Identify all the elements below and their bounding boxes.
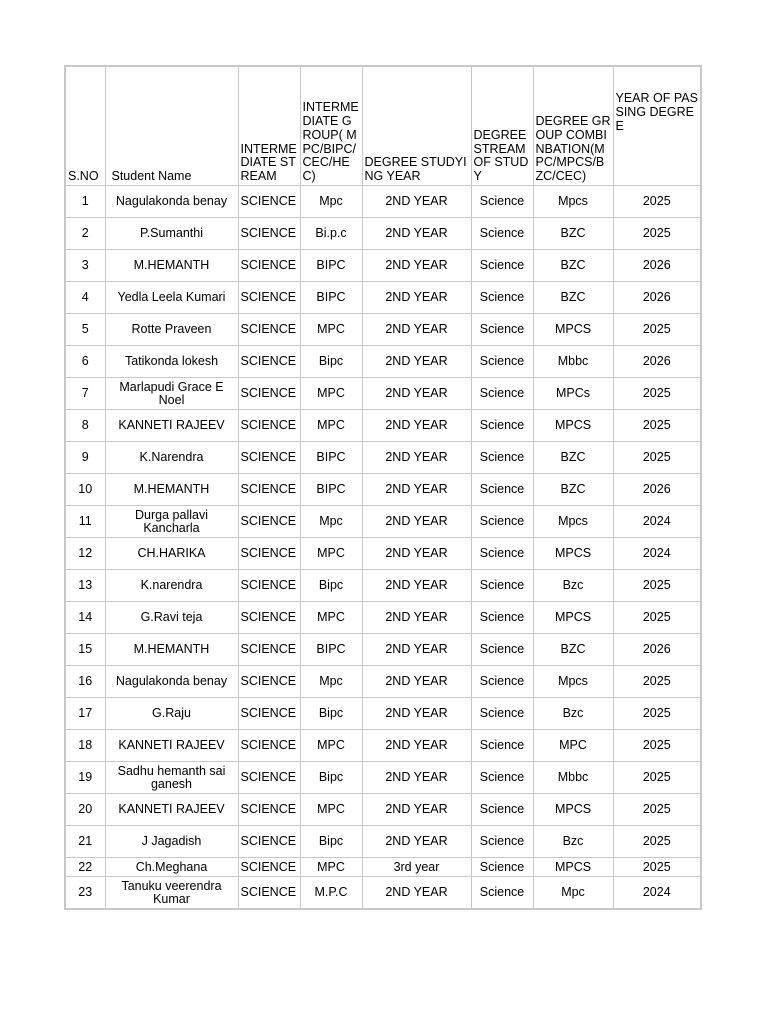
student-name-cell: K.narendra xyxy=(105,570,238,602)
degree-year-cell: 2ND YEAR xyxy=(362,826,471,858)
degree-year-cell: 2ND YEAR xyxy=(362,346,471,378)
degree-year-cell: 2ND YEAR xyxy=(362,634,471,666)
student-name-cell: J Jagadish xyxy=(105,826,238,858)
intermediate-stream-cell: SCIENCE xyxy=(238,250,300,282)
sno-cell: 18 xyxy=(65,730,105,762)
degree-year-cell: 2ND YEAR xyxy=(362,538,471,570)
intermediate-stream-cell: SCIENCE xyxy=(238,474,300,506)
degree-stream-cell: Science xyxy=(471,474,533,506)
table-row xyxy=(65,794,701,826)
passing-year-cell: 2026 xyxy=(613,346,701,378)
degree-stream-cell: Science xyxy=(471,877,533,910)
sno-cell: 16 xyxy=(65,666,105,698)
table-body xyxy=(65,186,701,910)
student-name-cell: Sadhu hemanth sai ganesh xyxy=(105,762,238,794)
intermediate-stream-cell: SCIENCE xyxy=(238,538,300,570)
table-row xyxy=(65,378,701,410)
degree-group-cell: MPCS xyxy=(533,538,613,570)
degree-group-cell: BZC xyxy=(533,442,613,474)
document-page xyxy=(64,65,702,910)
student-name-cell: Marlapudi Grace E Noel xyxy=(105,378,238,410)
table-row xyxy=(65,634,701,666)
degree-group-cell: MPCS xyxy=(533,602,613,634)
degree-year-cell: 2ND YEAR xyxy=(362,877,471,910)
intermediate-group-cell: Bipc xyxy=(300,762,362,794)
passing-year-cell: 2025 xyxy=(613,698,701,730)
passing-year-cell: 2025 xyxy=(613,858,701,877)
table-row xyxy=(65,538,701,570)
intermediate-stream-cell: SCIENCE xyxy=(238,570,300,602)
intermediate-stream-cell: SCIENCE xyxy=(238,282,300,314)
table-row xyxy=(65,570,701,602)
degree-stream-cell: Science xyxy=(471,538,533,570)
student-name-cell: Nagulakonda benay xyxy=(105,666,238,698)
intermediate-stream-cell: SCIENCE xyxy=(238,666,300,698)
degree-stream-cell: Science xyxy=(471,218,533,250)
intermediate-stream-cell: SCIENCE xyxy=(238,442,300,474)
table-row xyxy=(65,314,701,346)
header-degree-group: DEGREE GROUP COMBINBATION(MPC/MPCS/BZC/CEC) xyxy=(533,66,613,186)
passing-year-cell: 2025 xyxy=(613,378,701,410)
degree-group-cell: Mpcs xyxy=(533,506,613,538)
intermediate-stream-cell: SCIENCE xyxy=(238,858,300,877)
degree-stream-cell: Science xyxy=(471,410,533,442)
passing-year-cell: 2025 xyxy=(613,730,701,762)
student-name-cell: M.HEMANTH xyxy=(105,474,238,506)
degree-year-cell: 2ND YEAR xyxy=(362,410,471,442)
table-row xyxy=(65,442,701,474)
table-row xyxy=(65,282,701,314)
intermediate-stream-cell: SCIENCE xyxy=(238,218,300,250)
header-student-name: Student Name xyxy=(105,66,238,186)
sno-cell: 22 xyxy=(65,858,105,877)
sno-cell: 19 xyxy=(65,762,105,794)
sno-cell: 2 xyxy=(65,218,105,250)
sno-cell: 11 xyxy=(65,506,105,538)
table-row xyxy=(65,346,701,378)
intermediate-group-cell: Bipc xyxy=(300,826,362,858)
passing-year-cell: 2025 xyxy=(613,570,701,602)
sno-cell: 4 xyxy=(65,282,105,314)
sno-cell: 17 xyxy=(65,698,105,730)
intermediate-group-cell: BIPC xyxy=(300,250,362,282)
intermediate-group-cell: MPC xyxy=(300,602,362,634)
student-name-cell: G.Raju xyxy=(105,698,238,730)
header-sno: S.NO xyxy=(65,66,105,186)
intermediate-group-cell: BIPC xyxy=(300,474,362,506)
sno-cell: 15 xyxy=(65,634,105,666)
degree-stream-cell: Science xyxy=(471,378,533,410)
intermediate-group-cell: BIPC xyxy=(300,442,362,474)
header-intermediate-group: INTERMEDIATE GROUP( MPC/BIPC/CEC/HEC) xyxy=(300,66,362,186)
student-name-cell: Tanuku veerendra Kumar xyxy=(105,877,238,910)
passing-year-cell: 2025 xyxy=(613,314,701,346)
intermediate-stream-cell: SCIENCE xyxy=(238,378,300,410)
student-name-cell: P.Sumanthi xyxy=(105,218,238,250)
table-row xyxy=(65,877,701,910)
intermediate-stream-cell: SCIENCE xyxy=(238,794,300,826)
intermediate-group-cell: BIPC xyxy=(300,282,362,314)
degree-year-cell: 2ND YEAR xyxy=(362,442,471,474)
degree-group-cell: Mbbc xyxy=(533,762,613,794)
degree-year-cell: 2ND YEAR xyxy=(362,378,471,410)
sno-cell: 13 xyxy=(65,570,105,602)
table-row xyxy=(65,186,701,218)
degree-year-cell: 3rd year xyxy=(362,858,471,877)
degree-stream-cell: Science xyxy=(471,346,533,378)
intermediate-group-cell: MPC xyxy=(300,858,362,877)
student-name-cell: Ch.Meghana xyxy=(105,858,238,877)
degree-year-cell: 2ND YEAR xyxy=(362,218,471,250)
degree-group-cell: BZC xyxy=(533,474,613,506)
intermediate-stream-cell: SCIENCE xyxy=(238,506,300,538)
sno-cell: 21 xyxy=(65,826,105,858)
table-row xyxy=(65,762,701,794)
degree-stream-cell: Science xyxy=(471,762,533,794)
student-name-cell: Durga pallavi Kancharla xyxy=(105,506,238,538)
intermediate-group-cell: M.P.C xyxy=(300,877,362,910)
passing-year-cell: 2025 xyxy=(613,602,701,634)
table-row xyxy=(65,250,701,282)
header-row xyxy=(65,66,701,186)
student-name-cell: Nagulakonda benay xyxy=(105,186,238,218)
degree-year-cell: 2ND YEAR xyxy=(362,602,471,634)
degree-stream-cell: Science xyxy=(471,666,533,698)
intermediate-stream-cell: SCIENCE xyxy=(238,698,300,730)
sno-cell: 12 xyxy=(65,538,105,570)
degree-stream-cell: Science xyxy=(471,506,533,538)
degree-group-cell: MPCS xyxy=(533,858,613,877)
intermediate-group-cell: Bi.p.c xyxy=(300,218,362,250)
degree-year-cell: 2ND YEAR xyxy=(362,250,471,282)
intermediate-stream-cell: SCIENCE xyxy=(238,410,300,442)
sno-cell: 8 xyxy=(65,410,105,442)
student-name-cell: M.HEMANTH xyxy=(105,634,238,666)
degree-year-cell: 2ND YEAR xyxy=(362,666,471,698)
passing-year-cell: 2025 xyxy=(613,410,701,442)
table-row xyxy=(65,474,701,506)
degree-stream-cell: Science xyxy=(471,314,533,346)
degree-group-cell: BZC xyxy=(533,250,613,282)
sno-cell: 20 xyxy=(65,794,105,826)
degree-group-cell: Bzc xyxy=(533,826,613,858)
intermediate-group-cell: Mpc xyxy=(300,186,362,218)
intermediate-stream-cell: SCIENCE xyxy=(238,346,300,378)
sno-cell: 23 xyxy=(65,877,105,910)
degree-stream-cell: Science xyxy=(471,186,533,218)
intermediate-group-cell: Bipc xyxy=(300,346,362,378)
passing-year-cell: 2024 xyxy=(613,877,701,910)
student-table xyxy=(64,65,702,910)
degree-group-cell: Bzc xyxy=(533,698,613,730)
student-name-cell: KANNETI RAJEEV xyxy=(105,794,238,826)
degree-group-cell: MPCS xyxy=(533,794,613,826)
student-name-cell: CH.HARIKA xyxy=(105,538,238,570)
degree-group-cell: BZC xyxy=(533,634,613,666)
intermediate-stream-cell: SCIENCE xyxy=(238,877,300,910)
sno-cell: 10 xyxy=(65,474,105,506)
sno-cell: 1 xyxy=(65,186,105,218)
degree-year-cell: 2ND YEAR xyxy=(362,730,471,762)
table-row xyxy=(65,826,701,858)
sno-cell: 5 xyxy=(65,314,105,346)
passing-year-cell: 2026 xyxy=(613,634,701,666)
table-row xyxy=(65,858,701,877)
degree-group-cell: BZC xyxy=(533,282,613,314)
intermediate-group-cell: MPC xyxy=(300,410,362,442)
degree-group-cell: MPCS xyxy=(533,410,613,442)
passing-year-cell: 2025 xyxy=(613,442,701,474)
degree-stream-cell: Science xyxy=(471,282,533,314)
sno-cell: 6 xyxy=(65,346,105,378)
student-name-cell: K.Narendra xyxy=(105,442,238,474)
degree-group-cell: Mpcs xyxy=(533,666,613,698)
passing-year-cell: 2025 xyxy=(613,186,701,218)
intermediate-group-cell: MPC xyxy=(300,378,362,410)
header-degree-stream: DEGREE STREAM OF STUDY xyxy=(471,66,533,186)
degree-year-cell: 2ND YEAR xyxy=(362,282,471,314)
table-row xyxy=(65,666,701,698)
table-row xyxy=(65,506,701,538)
degree-group-cell: Mpc xyxy=(533,877,613,910)
passing-year-cell: 2026 xyxy=(613,474,701,506)
student-name-cell: Rotte Praveen xyxy=(105,314,238,346)
table-row xyxy=(65,698,701,730)
degree-year-cell: 2ND YEAR xyxy=(362,186,471,218)
intermediate-stream-cell: SCIENCE xyxy=(238,634,300,666)
degree-stream-cell: Science xyxy=(471,442,533,474)
header-degree-studying-year: DEGREE STUDYING YEAR xyxy=(362,66,471,186)
passing-year-cell: 2025 xyxy=(613,666,701,698)
sno-cell: 7 xyxy=(65,378,105,410)
table-row xyxy=(65,410,701,442)
degree-stream-cell: Science xyxy=(471,858,533,877)
degree-year-cell: 2ND YEAR xyxy=(362,570,471,602)
intermediate-group-cell: BIPC xyxy=(300,634,362,666)
passing-year-cell: 2025 xyxy=(613,794,701,826)
passing-year-cell: 2026 xyxy=(613,250,701,282)
degree-stream-cell: Science xyxy=(471,602,533,634)
degree-stream-cell: Science xyxy=(471,794,533,826)
degree-year-cell: 2ND YEAR xyxy=(362,794,471,826)
intermediate-group-cell: Bipc xyxy=(300,698,362,730)
intermediate-stream-cell: SCIENCE xyxy=(238,826,300,858)
degree-stream-cell: Science xyxy=(471,826,533,858)
intermediate-stream-cell: SCIENCE xyxy=(238,730,300,762)
degree-group-cell: MPCs xyxy=(533,378,613,410)
degree-group-cell: Bzc xyxy=(533,570,613,602)
degree-year-cell: 2ND YEAR xyxy=(362,474,471,506)
degree-year-cell: 2ND YEAR xyxy=(362,506,471,538)
intermediate-stream-cell: SCIENCE xyxy=(238,762,300,794)
header-year-of-passing: YEAR OF PASSING DEGREE xyxy=(613,66,701,186)
table-row xyxy=(65,602,701,634)
degree-group-cell: Mbbc xyxy=(533,346,613,378)
intermediate-group-cell: MPC xyxy=(300,794,362,826)
student-name-cell: KANNETI RAJEEV xyxy=(105,410,238,442)
sno-cell: 14 xyxy=(65,602,105,634)
intermediate-group-cell: MPC xyxy=(300,730,362,762)
table-row xyxy=(65,730,701,762)
passing-year-cell: 2025 xyxy=(613,218,701,250)
degree-year-cell: 2ND YEAR xyxy=(362,698,471,730)
intermediate-group-cell: Bipc xyxy=(300,570,362,602)
degree-stream-cell: Science xyxy=(471,730,533,762)
degree-group-cell: MPCS xyxy=(533,314,613,346)
passing-year-cell: 2024 xyxy=(613,506,701,538)
sno-cell: 9 xyxy=(65,442,105,474)
header-intermediate-stream: INTERMEDIATE STREAM xyxy=(238,66,300,186)
degree-stream-cell: Science xyxy=(471,570,533,602)
intermediate-stream-cell: SCIENCE xyxy=(238,314,300,346)
student-name-cell: G.Ravi teja xyxy=(105,602,238,634)
degree-stream-cell: Science xyxy=(471,634,533,666)
degree-stream-cell: Science xyxy=(471,698,533,730)
degree-group-cell: Mpcs xyxy=(533,186,613,218)
degree-group-cell: BZC xyxy=(533,218,613,250)
student-name-cell: Tatikonda lokesh xyxy=(105,346,238,378)
intermediate-stream-cell: SCIENCE xyxy=(238,602,300,634)
passing-year-cell: 2025 xyxy=(613,826,701,858)
passing-year-cell: 2025 xyxy=(613,762,701,794)
table-row xyxy=(65,218,701,250)
degree-year-cell: 2ND YEAR xyxy=(362,314,471,346)
intermediate-group-cell: MPC xyxy=(300,538,362,570)
degree-year-cell: 2ND YEAR xyxy=(362,762,471,794)
student-name-cell: KANNETI RAJEEV xyxy=(105,730,238,762)
student-name-cell: M.HEMANTH xyxy=(105,250,238,282)
intermediate-group-cell: MPC xyxy=(300,314,362,346)
degree-stream-cell: Science xyxy=(471,250,533,282)
passing-year-cell: 2026 xyxy=(613,282,701,314)
intermediate-stream-cell: SCIENCE xyxy=(238,186,300,218)
degree-group-cell: MPC xyxy=(533,730,613,762)
intermediate-group-cell: Mpc xyxy=(300,506,362,538)
sno-cell: 3 xyxy=(65,250,105,282)
student-name-cell: Yedla Leela Kumari xyxy=(105,282,238,314)
passing-year-cell: 2024 xyxy=(613,538,701,570)
intermediate-group-cell: Mpc xyxy=(300,666,362,698)
